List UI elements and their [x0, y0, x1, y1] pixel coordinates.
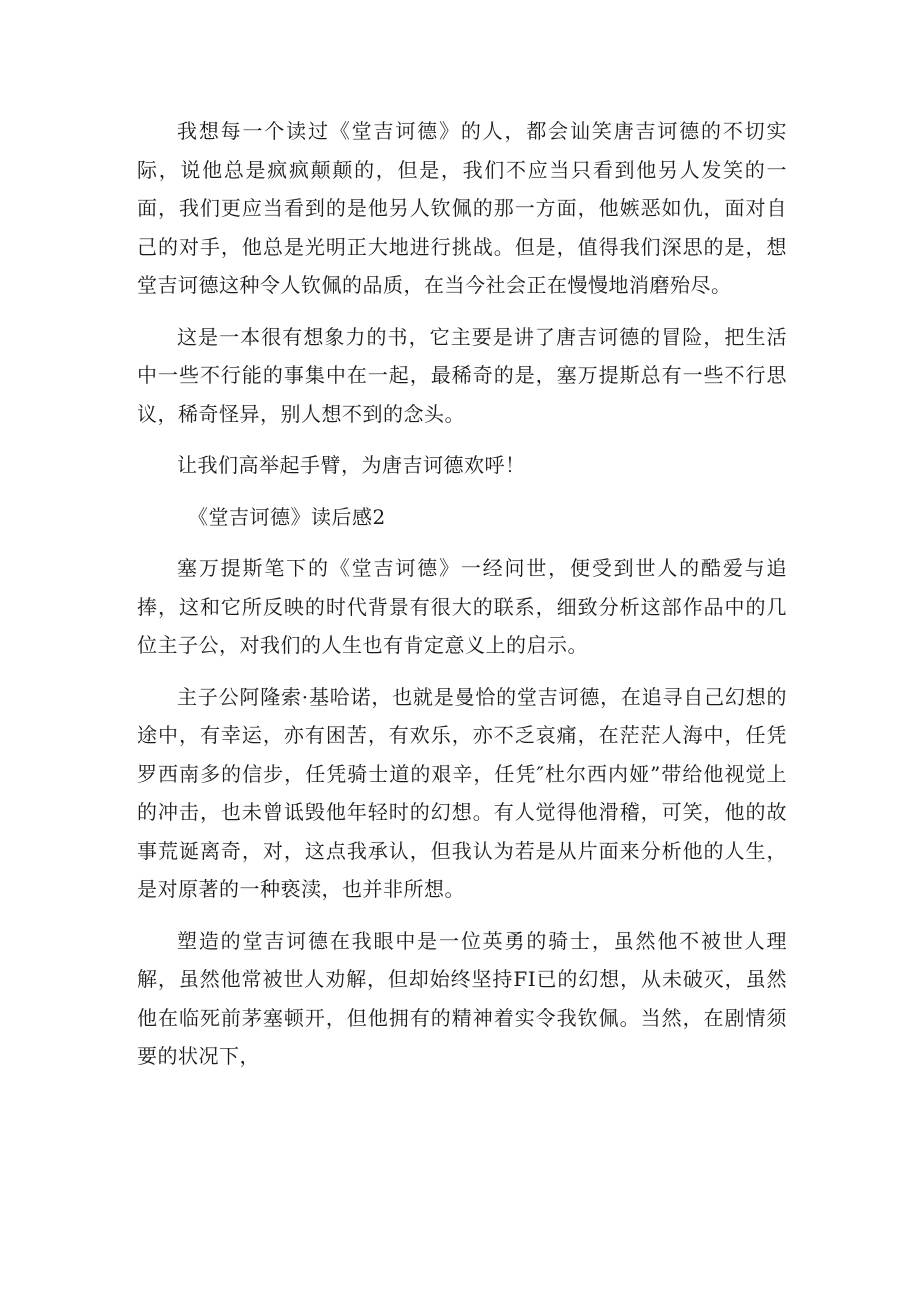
- paragraph-4: 塞万提斯笔下的《堂吉诃德》一经问世，便受到世人的酷爱与追捧，这和它所反映的时代背景有很大的联系，细致分析这部作品中的几位主子公，对我们的人生也有肯定意义上的启示。: [137, 556, 787, 657]
- paragraph-2: 这是一本很有想象力的书，它主要是讲了唐吉诃德的冒险，把生活中一些不行能的事集中在一起，最稀奇的是，塞万提斯总有一些不行思议，稀奇怪异，别人想不到的念头。: [137, 324, 787, 426]
- paragraph-3: 让我们高举起手臂，为唐吉诃德欢呼！: [177, 453, 526, 477]
- document-body: [137, 112, 787, 1089]
- paragraph-6: 塑造的堂吉诃德在我眼中是一位英勇的骑士，虽然他不被世人理解，虽然他常被世人劝解，但却始终坚持FI已的幻想，从未破灭，虽然他在临死前茅塞顿开，但他拥有的精神着实令我钦佩。当然，在剧情须要的状况下，: [137, 928, 787, 1068]
- paragraph-5: 主子公阿隆索·基哈诺，也就是曼恰的堂吉诃德，在追寻自己幻想的途中，有幸运，亦有困苦，有欢乐，亦不乏哀痛，在茫茫人海中，任凭罗西南多的信步，任凭骑士道的艰辛，任凭″杜尔西内娅”带给他视觉上的冲击，也未曾诋毁他年轻时的幻想。有人觉得他滑稽，可笑，他的故事荒诞离奇，对，这点我承认，但我认为若是从片面来分析他的人生，是对原著的一种亵渎，也并非所想。: [137, 684, 787, 901]
- section-heading: 《堂吉诃德》读后感2: [188, 504, 386, 529]
- paragraph-1: 我想每一个读过《堂吉诃德》的人，都会讪笑唐吉诃德的不切实际，说他总是疯疯颠颠的，但是，我们不应当只看到他另人发笑的一面，我们更应当看到的是他另人钦佩的那一方面，他嫉恶如仇，面对自己的对手，他总是光明正大地进行挑战。但是，值得我们深思的是，想堂吉诃德这种令人钦佩的品质，在当今社会正在慢慢地消磨殆尽。: [137, 119, 787, 297]
